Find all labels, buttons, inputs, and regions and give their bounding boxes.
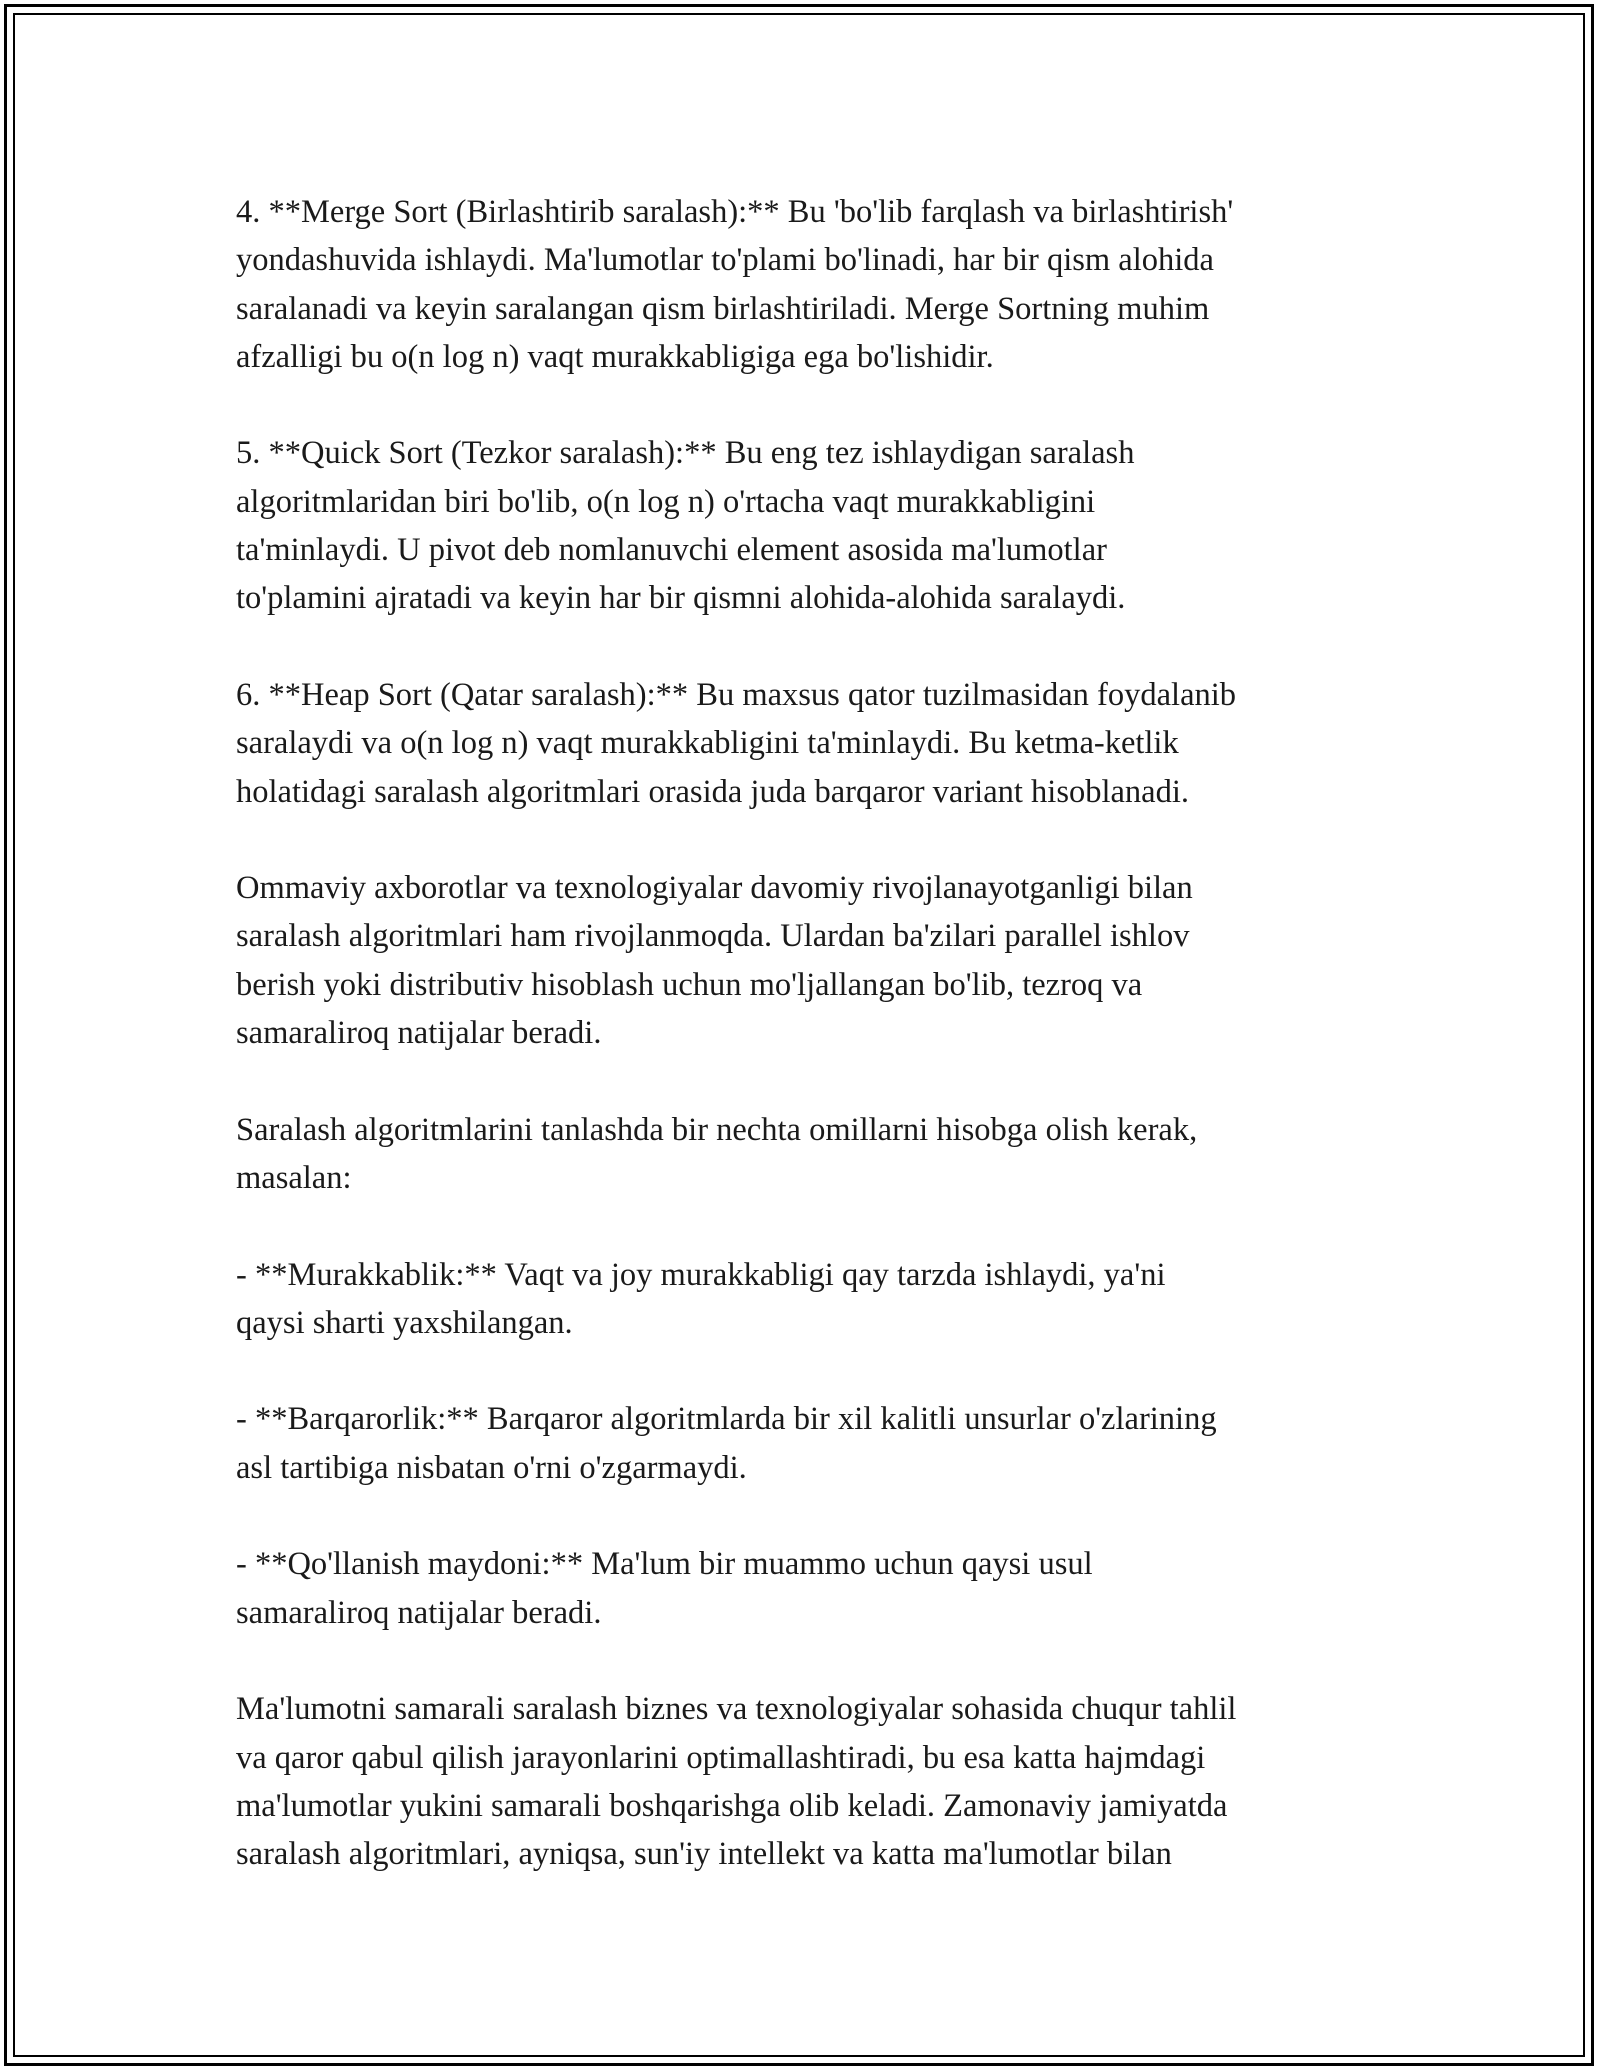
text-line: algoritmlaridan biri bo'lib, o(n log n) o'rtacha vaqt murakkabligini	[236, 483, 1096, 520]
paragraph	[236, 864, 1386, 1057]
text-line: to'plamini ajratadi va keyin har bir qismni alohida-alohida saralaydi.	[236, 580, 1126, 617]
text-line: saralash algoritmlari ham rivojlanmoqda. Ulardan ba'zilari parallel ishlov	[236, 918, 1190, 955]
text-line: 6. **Heap Sort (Qatar saralash):** Bu maxsus qator tuzilmasidan foydalanib	[236, 676, 1237, 713]
paragraph	[236, 188, 1386, 381]
paragraph	[236, 1251, 1386, 1348]
paragraph	[236, 1540, 1386, 1637]
text-line: Ommaviy axborotlar va texnologiyalar davomiy rivojlanayotganligi bilan	[236, 870, 1193, 907]
paragraph	[236, 1685, 1386, 1878]
text-line: qaysi sharti yaxshilangan.	[236, 1304, 573, 1341]
text-line: masalan:	[236, 1159, 352, 1196]
text-line: samaraliroq natijalar beradi.	[236, 1594, 602, 1631]
text-line: afzalligi bu o(n log n) vaqt murakkabligiga ega bo'lishidir.	[236, 338, 994, 375]
paragraph	[236, 1106, 1386, 1203]
paragraph	[236, 429, 1386, 622]
text-line: saralaydi va o(n log n) vaqt murakkabligini ta'minlaydi. Bu ketma-ketlik	[236, 725, 1179, 762]
paragraph	[236, 1395, 1386, 1492]
paragraph	[236, 671, 1386, 816]
document-body	[236, 188, 1386, 1878]
text-line: Saralash algoritmlarini tanlashda bir nechta omillarni hisobga olish kerak,	[236, 1111, 1198, 1148]
text-line: asl tartibiga nisbatan o'rni o'zgarmaydi.	[236, 1449, 747, 1486]
text-line: 5. **Quick Sort (Tezkor saralash):** Bu eng tez ishlaydigan saralash	[236, 435, 1135, 472]
text-line: ta'minlaydi. U pivot deb nomlanuvchi element asosida ma'lumotlar	[236, 532, 1107, 569]
text-line: 4. **Merge Sort (Birlashtirib saralash):** Bu 'bo'lib farqlash va birlashtirish'	[236, 194, 1234, 230]
text-line: Ma'lumotni samarali saralash biznes va texnologiyalar sohasida chuqur tahlil	[236, 1691, 1237, 1728]
text-line: saralanadi va keyin saralangan qism birlashtiriladi. Merge Sortning muhim	[236, 290, 1210, 327]
text-line: holatidagi saralash algoritmlari orasida juda barqaror variant hisoblanadi.	[236, 773, 1190, 810]
text-line: berish yoki distributiv hisoblash uchun mo'ljallangan bo'lib, tezroq va	[236, 966, 1143, 1003]
text-line: - **Barqarorlik:** Barqaror algoritmlarda bir xil kalitli unsurlar o'zlarining	[236, 1401, 1217, 1438]
text-line: va qaror qabul qilish jarayonlarini optimallashtiradi, bu esa katta hajmdagi	[236, 1739, 1206, 1776]
text-line: saralash algoritmlari, ayniqsa, sun'iy intellekt va katta ma'lumotlar bilan	[236, 1836, 1172, 1873]
text-line: - **Murakkablik:** Vaqt va joy murakkabligi qay tarzda ishlaydi, ya'ni	[236, 1256, 1166, 1293]
text-line: yondashuvida ishlaydi. Ma'lumotlar to'plami bo'linadi, har bir qism alohida	[236, 242, 1214, 279]
text-line: samaraliroq natijalar beradi.	[236, 1015, 602, 1052]
text-line: - **Qo'llanish maydoni:** Ma'lum bir muammo uchun qaysi usul	[236, 1546, 1093, 1583]
text-line: ma'lumotlar yukini samarali boshqarishga olib keladi. Zamonaviy jamiyatda	[236, 1787, 1228, 1824]
